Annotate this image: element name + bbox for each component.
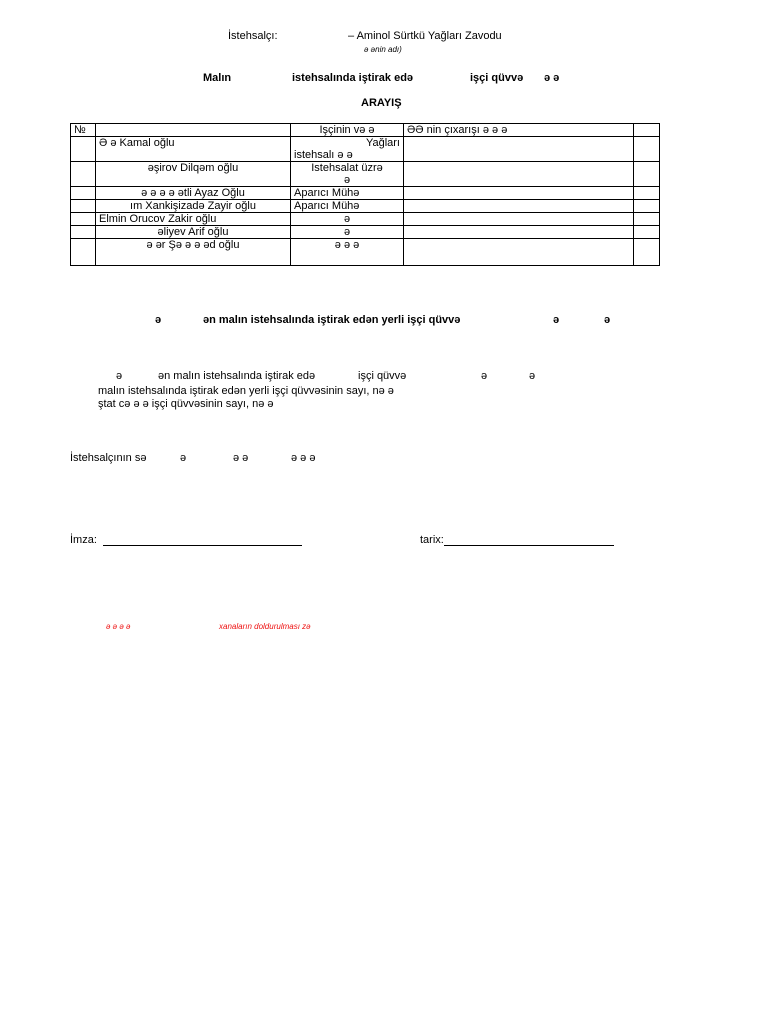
row-extra <box>634 200 660 213</box>
title-part-1: Malın <box>203 72 232 84</box>
row-position <box>291 162 404 187</box>
row-name: əşirov Dilqəm oğlu <box>96 162 291 187</box>
row-extra <box>634 213 660 226</box>
table-row <box>71 187 660 200</box>
date-field[interactable] <box>420 534 614 546</box>
row-position: Aparıcı Mühə <box>291 187 404 200</box>
row-extract <box>404 213 634 226</box>
table-row <box>71 226 660 239</box>
row-name: ə ə ə ə ətli Ayaz Oğlu <box>96 187 291 200</box>
row-extract <box>404 226 634 239</box>
row-extra <box>634 162 660 187</box>
section3-line1-a: ə <box>116 370 123 382</box>
date-label: tarix: <box>420 534 444 546</box>
table-row <box>71 239 660 266</box>
producer-position-c: ə ə ə <box>291 452 316 464</box>
row-extra <box>634 239 660 266</box>
signature-field[interactable] <box>70 534 302 546</box>
footer-note-left: ə ə ə ə <box>106 622 131 631</box>
header-number: № <box>71 124 96 137</box>
section3-line1-c: işçi qüvvə <box>358 370 407 382</box>
row-number <box>71 213 96 226</box>
row-number <box>71 187 96 200</box>
row-name: Elmin Orucov Zakir oğlu <box>96 213 291 226</box>
footer-note-right: xanaların doldurulması zə <box>219 622 311 631</box>
section3-line1-d: ə <box>481 370 488 382</box>
row-extract <box>404 137 634 162</box>
row-number <box>71 162 96 187</box>
row-extract <box>404 200 634 213</box>
document-title: ARAYIŞ <box>361 97 402 109</box>
producer-position-a: ə <box>180 452 187 464</box>
section3-line2: malın istehsalında iştirak edən yerli işçi qüvvəsinin sayı, nə ə <box>98 385 394 397</box>
producer-label: İstehsalçı: <box>228 30 278 42</box>
section2-heading-c: ə <box>553 314 560 326</box>
table-row <box>71 162 660 187</box>
signature-line[interactable] <box>103 535 302 546</box>
producer-name: – Aminol Sürtkü Yağları Zavodu <box>348 30 502 42</box>
row-extra <box>634 226 660 239</box>
row-position: ə ə ə <box>291 239 404 266</box>
row-name: ım Xankişizadə Zayir oğlu <box>96 200 291 213</box>
row-extract <box>404 162 634 187</box>
row-number <box>71 137 96 162</box>
signature-label: İmza: <box>70 534 97 546</box>
header-name <box>96 124 291 137</box>
row-name: Ə ə Kamal oğlu <box>96 137 291 162</box>
producer-position-b: ə ə <box>233 452 249 464</box>
row-name: ə ər Şə ə ə əd oğlu <box>96 239 291 266</box>
header-extract: ƏƏ nin çıxarışı ə ə ə <box>404 124 634 137</box>
row-number <box>71 239 96 266</box>
row-name: əliyev Arif oğlu <box>96 226 291 239</box>
table-row <box>71 137 660 162</box>
row-position <box>291 137 404 162</box>
row-position: Aparıcı Mühə <box>291 200 404 213</box>
producer-position-label: İstehsalçının sə <box>70 452 147 464</box>
employee-table <box>70 123 660 266</box>
section2-heading-b: ən malın istehsalında iştirak edən yerli işçi qüvvə <box>203 314 461 326</box>
row-extra <box>634 137 660 162</box>
header-extra <box>634 124 660 137</box>
title-part-4: ə ə <box>544 72 560 84</box>
table-row <box>71 213 660 226</box>
row-extract <box>404 239 634 266</box>
title-part-2: istehsalında iştirak edə <box>292 72 414 84</box>
row-position-line: Yağları <box>365 137 400 149</box>
section3-line1-e: ə <box>529 370 536 382</box>
row-number <box>71 200 96 213</box>
header-position: Işçinin və ə <box>291 124 404 137</box>
row-extract <box>404 187 634 200</box>
section2-heading-a: ə <box>155 314 162 326</box>
row-position-line: istehsalı ə ə <box>294 149 353 161</box>
row-position-line: ə <box>343 174 351 186</box>
row-position: ə <box>291 213 404 226</box>
table-row <box>71 200 660 213</box>
row-extra <box>634 187 660 200</box>
row-number <box>71 226 96 239</box>
section2-heading-d: ə <box>604 314 611 326</box>
producer-note: ə ənin adı) <box>364 45 402 54</box>
section3-line1-b: ən malın istehsalında iştirak edə <box>158 370 316 382</box>
date-line[interactable] <box>444 535 614 546</box>
table-header-row <box>71 124 660 137</box>
section3-line3: ştat cə ə ə işçi qüvvəsinin sayı, nə ə <box>98 398 274 410</box>
row-position-line: Istehsalat üzrə <box>311 162 383 174</box>
title-part-3: işçi qüvvə <box>470 72 524 84</box>
row-position: ə <box>291 226 404 239</box>
